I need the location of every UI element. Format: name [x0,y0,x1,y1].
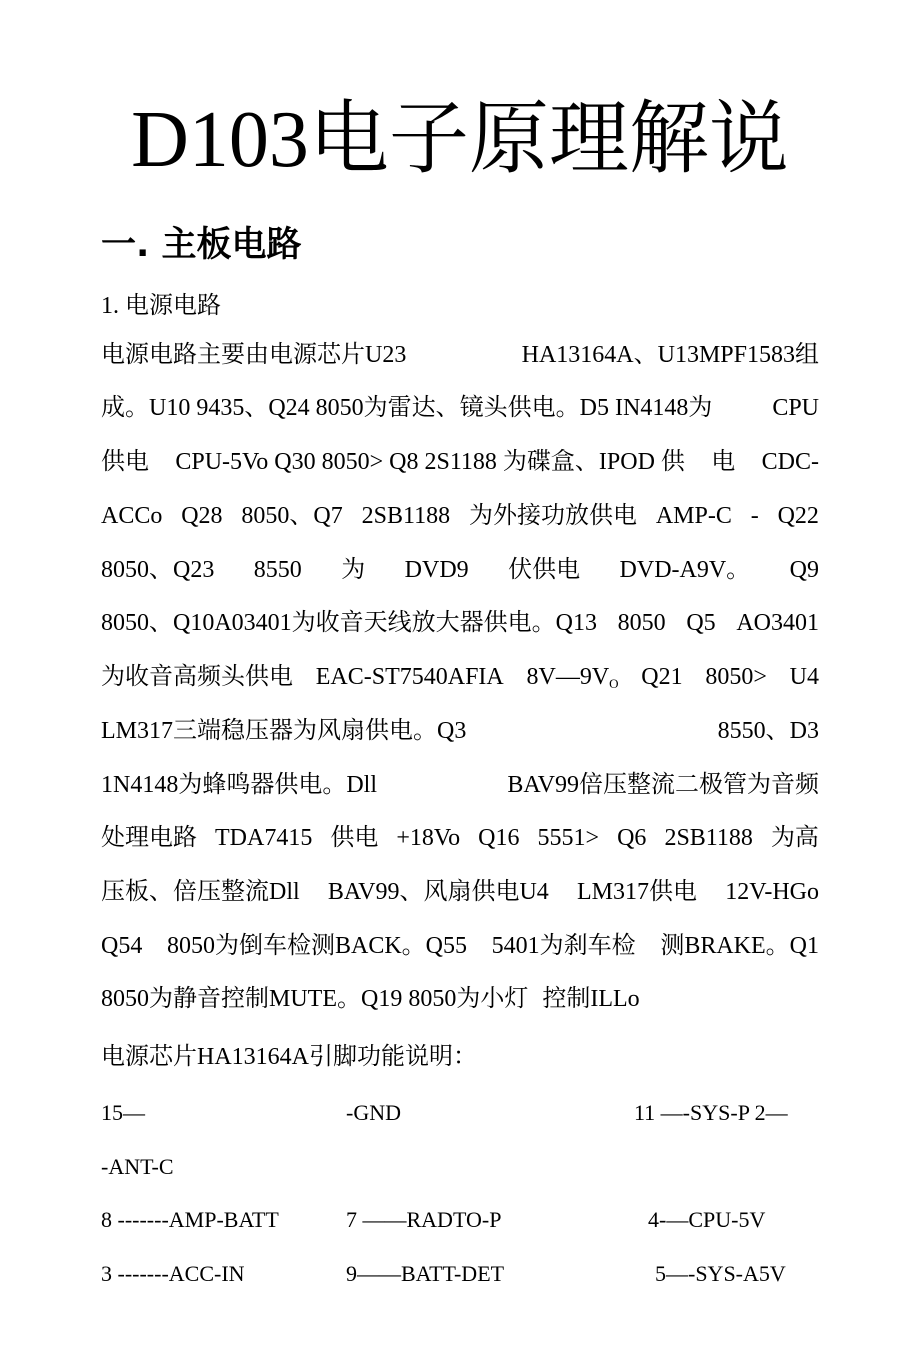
text-segment: U4 [789,664,819,690]
paragraph-line [101,768,819,802]
section-heading: 一. 主板电路 [101,225,302,265]
text-segment: CPU [772,395,819,421]
text-segment: 成。U10 9435、Q24 8050为雷达、镜头供电。D5 IN4148为 [101,395,713,421]
text-segment: Q9 [789,557,819,583]
text-segment: DVD9 [404,557,469,583]
text-segment: ACCo [101,503,163,529]
text-segment: 供电 [330,825,379,851]
text-segment: 8050> [705,664,767,690]
text-segment: CPU-5Vo Q30 8050> Q8 2S1188 为碟盒、IPOD 供 [175,449,685,475]
text-segment: 8050、Q23 [101,557,215,583]
paragraph-line [101,553,819,587]
text-segment: 5551> [537,825,600,851]
text-segment: LM317三端稳压器为风扇供电。Q3 [101,718,467,744]
text-segment: Q22 [777,503,819,529]
paragraph-line [101,982,819,1016]
text-segment: 供电 [101,449,149,475]
pin-9: 9——BATT-DET [346,1261,505,1286]
text-segment: Q54 [101,933,143,959]
pin-11-2: 11 —-SYS-P 2— [634,1100,788,1125]
text-segment: 控制ILLo [542,986,640,1012]
text-segment: 为外接功放供电 [468,503,637,529]
pin-section-heading: 电源芯片HA13164A引脚功能说明： [101,1044,477,1070]
text-segment: Q16 [478,825,520,851]
paragraph-line [101,929,819,963]
pin-gnd: -GND [346,1100,401,1125]
text-segment: 伏供电 [508,557,581,583]
pin-8: 8 -------AMP-BATT [101,1207,279,1232]
text-segment: $8V—9V_O$ [526,664,619,691]
text-segment: 压板、倍压整流Dll [101,879,300,905]
text-segment: DVD-A9V。 [619,557,751,583]
text-segment: - [750,503,759,529]
text-segment: 8550、D3 [717,718,819,744]
text-segment: 为高 [770,825,819,851]
text-segment: 8050、Q10A03401为收音天线放大器供电。Q13 [101,610,597,636]
text-segment: CDC- [761,449,819,475]
paragraph-line [101,714,819,748]
pin-5: 5—-SYS-A5V [655,1261,786,1286]
text-segment: BAV99、风扇供电U4 [327,879,549,905]
paragraph-line [101,391,819,425]
pin-ant-c: -ANT-C [101,1154,174,1179]
text-segment: Q28 [181,503,223,529]
document-title: D103电子原理解说 [131,96,789,184]
text-segment: 电源电路主要由电源芯片U23 [101,342,407,368]
paragraph-line [101,875,819,909]
text-segment: Q5 [686,610,716,636]
text-segment: +18Vo [396,825,461,851]
paragraph-line [101,660,819,694]
pin-7: 7 ——RADTO-P [346,1207,502,1232]
pin-3: 3 -------ACC-IN [101,1261,245,1286]
text-segment: 5401为刹车检 [491,933,636,959]
text-segment: HA13164A、U13MPF1583组 [521,342,819,368]
text-segment: BAV99倍压整流二极管为音频 [507,772,819,798]
text-segment: 8050、Q7 [241,503,343,529]
pin-4: 4-—CPU-5V [648,1207,766,1232]
paragraph-line [101,338,819,372]
subsection-heading: 1. 电源电路 [101,293,221,319]
text-segment: 2SB1188 [664,825,753,851]
text-segment: Q6 [617,825,647,851]
text-segment: 为收音高频头供电 [101,664,293,690]
text-segment: 8050为倒车检测BACK。Q55 [167,933,468,959]
text-segment: LM317供电 [577,879,697,905]
text-segment: 8550 [253,557,302,583]
paragraph-line [101,821,819,855]
text-segment: TDA7415 [215,825,313,851]
text-segment: 电 [711,449,736,475]
text-segment: AMP-C [655,503,732,529]
subscript: O [609,676,619,691]
text-segment: 8050 [617,610,666,636]
text-segment: 为 [341,557,366,583]
paragraph-line [101,499,819,533]
text-segment: 处理电路 [101,825,197,851]
text-segment: EAC-ST7540AFIA [315,664,504,690]
text-segment: 测BRAKE。Q1 [660,933,819,959]
paragraph-line [101,445,819,479]
text-segment: Q21 [641,664,683,690]
paragraph-line [101,606,819,640]
text-segment: 12V-HGo [725,879,819,905]
text-segment: 8050为静音控制MUTE。Q19 8050为小灯 [101,986,529,1012]
text-segment: AO3401 [736,610,819,636]
pin-15: 15— [101,1100,145,1125]
text-segment: 1N4148为蜂鸣器供电。Dll [101,772,377,798]
text-segment: 2SB1188 [361,503,451,529]
